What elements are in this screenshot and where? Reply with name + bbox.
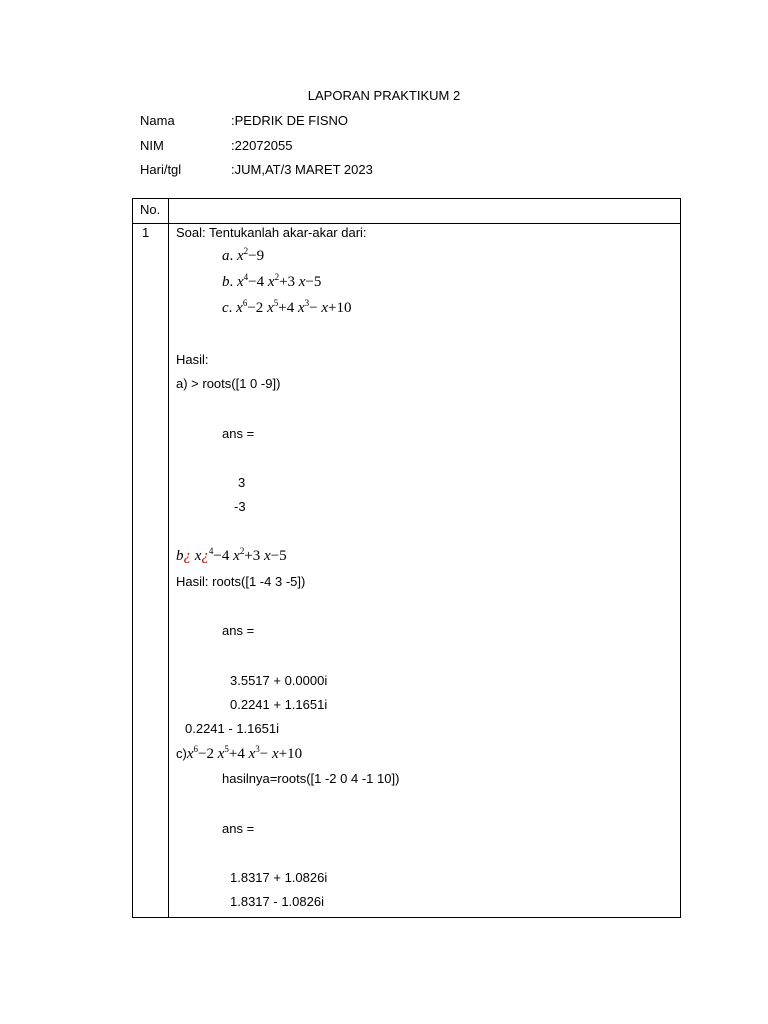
question-text: Soal: Tentukanlah akar-akar dari: <box>176 225 367 240</box>
root-c-1: 1.8317 + 1.0826i <box>230 870 328 885</box>
root-a-2: -3 <box>234 499 246 514</box>
equation-a: a. $x^2-9$ <box>222 246 265 264</box>
equation-b-repeat-prefix: b <box>176 548 184 564</box>
root-b-2: 0.2241 + 1.1651i <box>230 697 328 712</box>
command-a: a) > roots([1 0 -9]) <box>176 376 281 391</box>
column-divider <box>168 199 169 917</box>
equation-b: b. $x^4-4$ $x^2+3$ x−5 <box>222 272 322 290</box>
row-number: 1 <box>142 225 150 240</box>
page-title: LAPORAN PRAKTIKUM 2 <box>307 88 461 103</box>
equation-c-repeat: $c)x^6-2$ $x^5+4$ $x^3- x+10$ <box>176 744 303 762</box>
root-b-3: 0.2241 - 1.1651i <box>185 721 279 736</box>
equation-b-repeat: b¿ x¿$^4$−4 $x^2+3$ x−5 <box>176 546 287 564</box>
root-c-2: 1.8317 - 1.0826i <box>230 894 324 909</box>
answer-label-c: ans = <box>222 821 255 836</box>
unknown-glyph-2: ¿ <box>201 548 209 564</box>
report-table <box>132 198 681 918</box>
field-label-nama: Nama <box>140 113 175 128</box>
answer-label-b: ans = <box>222 623 255 638</box>
field-label-hari-tgl: Hari/tgl <box>140 162 182 177</box>
header-row-divider <box>133 223 680 224</box>
unknown-glyph-1: ¿ <box>183 548 191 564</box>
field-label-nim: NIM <box>140 138 164 153</box>
root-a-1: 3 <box>238 475 246 490</box>
column-header-no: No. <box>140 202 161 217</box>
result-heading: Hasil: <box>176 352 209 367</box>
field-value-nim: :22072055 <box>231 138 293 153</box>
answer-label-a: ans = <box>222 426 255 441</box>
field-value-nama: :PEDRIK DE FISNO <box>231 113 349 128</box>
equation-c-label: c) <box>176 746 187 761</box>
root-b-1: 3.5517 + 0.0000i <box>230 673 328 688</box>
command-b: Hasil: roots([1 -4 3 -5]) <box>176 574 306 589</box>
equation-c: c. $x^6-2$ $x^5+4$ $x^3- x+10$ <box>222 298 352 316</box>
field-value-hari-tgl: :JUM,AT/3 MARET 2023 <box>231 162 373 177</box>
command-c: hasilnya=roots([1 -2 0 4 -1 10]) <box>222 771 400 786</box>
